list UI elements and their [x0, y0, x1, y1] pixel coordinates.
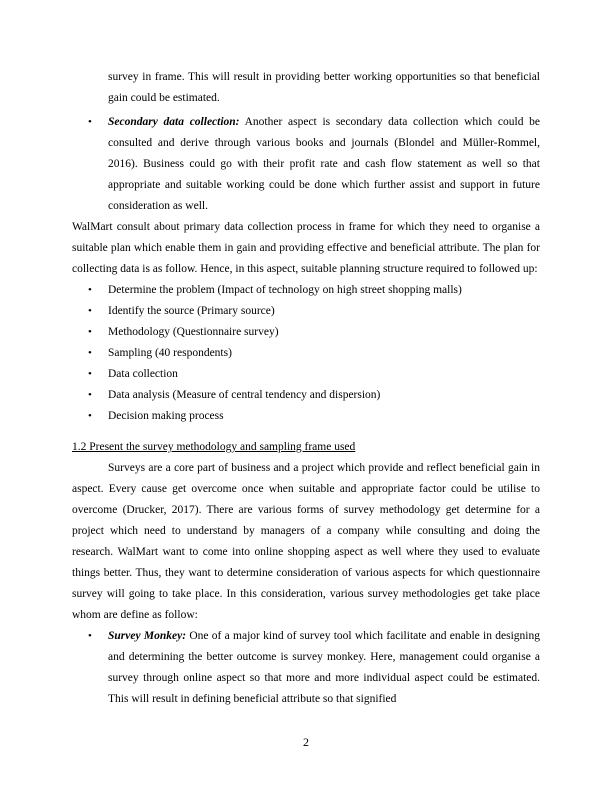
survey-paragraph: Surveys are a core part of business and a project which provide and reflect beneficial gain in aspect. Every cause get overcome once when suitable and appropriate factor could be utilise to overcome (Drucker, 2017). There are various forms of survey methodology get determine for a project which need to understand by managers of a company while consulting and doing the research. WalMart want to come into online shopping aspect as well where they used to evaluate things better. Thus, they want to determine consideration of various aspects for which questionnaire survey will going to take place. In this consideration, various survey methodologies get take place whom are define as follow:: [72, 462, 540, 621]
bullet-text: One of a major kind of survey tool which facilitate and enable in designing and determining the better outcome is survey monkey. Here, management could organise a survey through online aspect so that more and more individual aspect could be estimated. This will result in defining beneficial attribute so that signified: [108, 630, 540, 705]
bullet-icon: •: [88, 326, 92, 338]
plan-step-text: Methodology (Questionnaire survey): [108, 326, 279, 338]
bullet-survey-monkey: [72, 626, 540, 710]
document-page: [72, 67, 540, 710]
bullet-icon: •: [88, 305, 92, 317]
bullet-text: Another aspect is secondary data collection which could be consulted and derive through various books and journals (Blondel and Müller-Rommel, 2016). Business could go with their profit rate and cash flow statement as well so that appropriate and suitable working could be done which further assist and support in future consideration as well.: [108, 116, 541, 212]
bullet-secondary-data: [72, 112, 540, 217]
plan-step-item: [72, 280, 540, 301]
walmart-paragraph: WalMart consult about primary data collection process in frame for which they need to organise a suitable plan which enable them in gain and providing effective and beneficial attribute. The plan for collecting data is as follow. Hence, in this aspect, suitable planning structure required to followed up:: [72, 221, 540, 275]
plan-step-text: Data collection: [108, 368, 178, 380]
plan-step-item: [72, 301, 540, 322]
section-heading: 1.2 Present the survey methodology and sampling frame used: [72, 441, 356, 453]
bullet-lead: Secondary data collection:: [108, 116, 240, 128]
page-number: 2: [303, 735, 309, 749]
bullet-icon: •: [88, 410, 92, 422]
bullet-icon: •: [88, 347, 92, 359]
plan-step-item: [72, 343, 540, 364]
plan-steps-list: [72, 280, 540, 427]
plan-step-item: [72, 364, 540, 385]
continuation-paragraph: survey in frame. This will result in providing better working opportunities so that beneficial gain could be estimated.: [108, 71, 540, 104]
bullet-icon: •: [88, 389, 92, 401]
plan-step-text: Data analysis (Measure of central tendency and dispersion): [108, 389, 381, 401]
plan-step-item: [72, 322, 540, 343]
plan-step-text: Determine the problem (Impact of technology on high street shopping malls): [108, 284, 462, 296]
bullet-icon: •: [88, 284, 92, 296]
plan-step-item: [72, 406, 540, 427]
plan-step-text: Identify the source (Primary source): [108, 305, 275, 317]
plan-step-text: Decision making process: [108, 410, 224, 422]
bullet-icon: •: [88, 368, 92, 380]
bullet-lead: Survey Monkey:: [108, 630, 187, 642]
bullet-icon: •: [88, 630, 92, 642]
plan-step-item: [72, 385, 540, 406]
plan-step-text: Sampling (40 respondents): [108, 347, 232, 359]
secondary-list: [72, 112, 540, 217]
survey-tools-list: [72, 626, 540, 710]
bullet-icon: •: [88, 116, 92, 128]
